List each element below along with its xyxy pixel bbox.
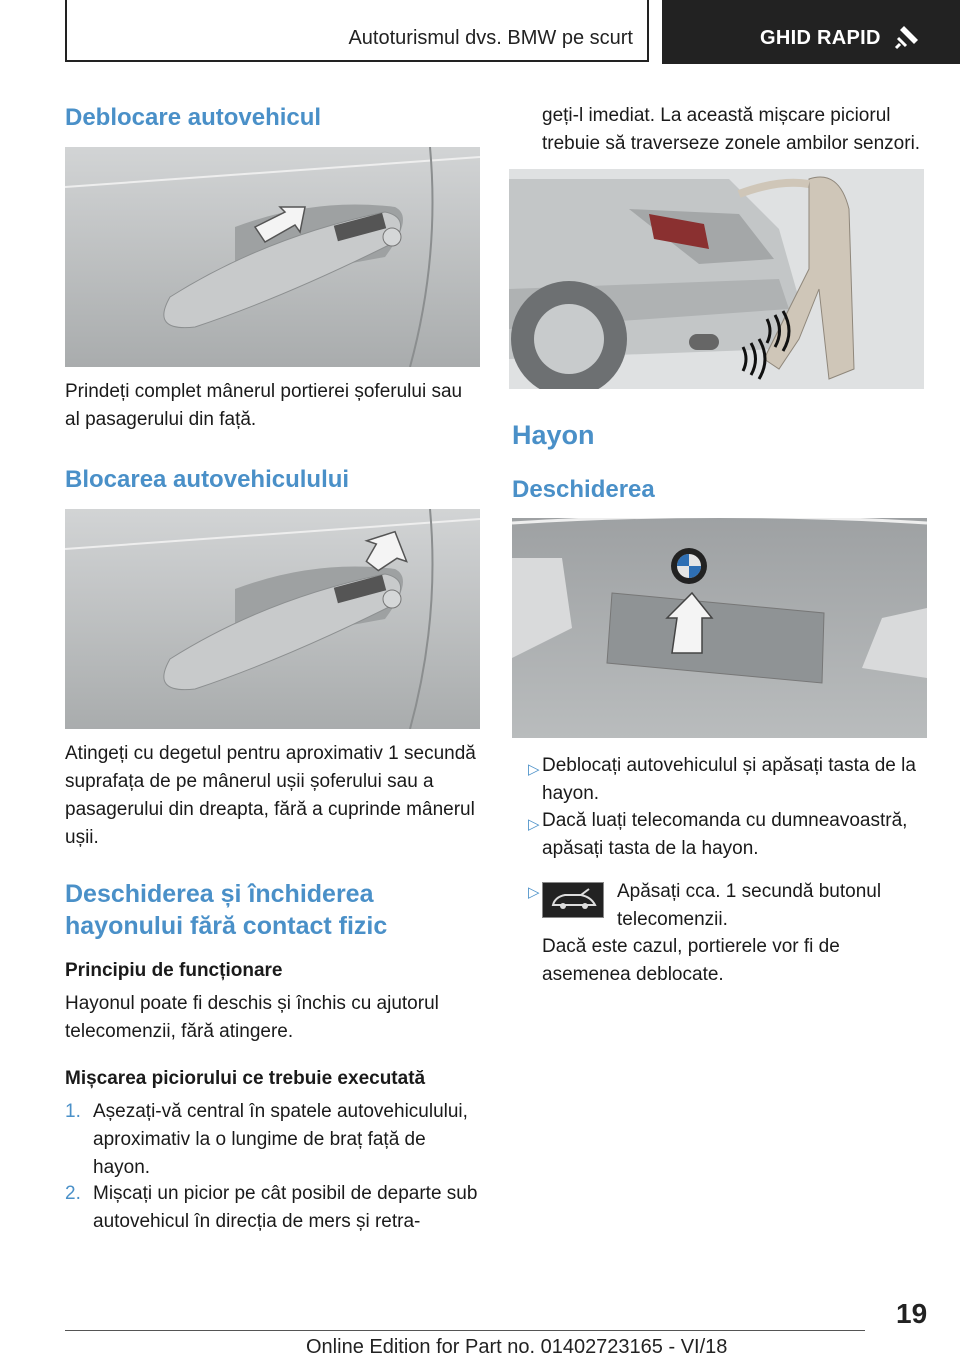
heading-lock: Blocarea autovehiculului [65,466,350,493]
remote-instruction: Apăsați cca. 1 secundă butonul telecomenzii. [617,881,882,930]
lock-instruction: Atingeți cu degetul pentru aproximativ 1 secundă suprafața de pe mânerul ușii șoferului sau a pasagerului din dreapta, fără a cuprinde mânerul ușii. [65,743,476,848]
foot-gesture-image [509,169,924,389]
bullet-1-text: Deblocați autovehiculul și apăsați tasta de la hayon. [542,755,916,804]
unlock-instruction: Prindeți complet mânerul portierei șoferului sau al pasagerului din față. [65,381,463,430]
heading-contactless: Deschiderea și închiderea hayonului fără contact fizic [65,880,388,940]
bullet-2-text: Dacă luați telecomanda cu dumneavoastră, apăsați tasta de la hayon. [542,810,908,859]
header-section-title: Autoturismul dvs. BMW pe scurt [348,27,633,49]
footer-edition: Online Edition for Part no. 01402723165 - VI/18 [306,1336,728,1358]
subheading-movement: Mișcarea piciorului ce trebuie executată [65,1068,426,1089]
remote-tailgate-button-icon [542,882,604,918]
header-tab-label: GHID RAPID [760,27,881,49]
step-1-number: 1. [65,1101,81,1122]
door-handle-lock-image [65,509,480,729]
heading-open: Deschiderea [512,476,655,503]
bullet-3-triangle: ▷ [528,884,540,901]
header-tab[interactable] [662,0,960,64]
step-1-text: Așezați-vă central în spatele autovehiculului, aproximativ la o lungime de braț față de hayon. [93,1101,468,1178]
step-2-continued: geți-l imediat. La această mișcare piciorul trebuie să traverseze zonele ambilor senzori. [542,105,921,154]
heading-unlock: Deblocare autovehicul [65,104,322,131]
quick-guide-icon [894,24,920,50]
bullet-2-triangle: ▷ [528,816,540,833]
step-2-number: 2. [65,1183,81,1204]
heading-hayon: Hayon [512,420,595,450]
tailgate-button-image [512,518,927,738]
header-section-box [65,0,649,62]
page-number: 19 [896,1298,928,1329]
doors-unlock-note: Dacă este cazul, portierele vor fi de asemenea deblocate. [542,936,840,985]
bullet-1-triangle: ▷ [528,761,540,778]
footer-divider [65,1330,865,1331]
step-2-text: Mișcați un picior pe cât posibil de departe sub autovehicul în direcția de mers și retra- [93,1183,478,1232]
door-handle-unlock-image [65,147,480,367]
subheading-principle: Principiu de funcționare [65,960,283,981]
principle-text: Hayonul poate fi deschis și închis cu ajutorul telecomenzii, fără atingere. [65,993,439,1042]
